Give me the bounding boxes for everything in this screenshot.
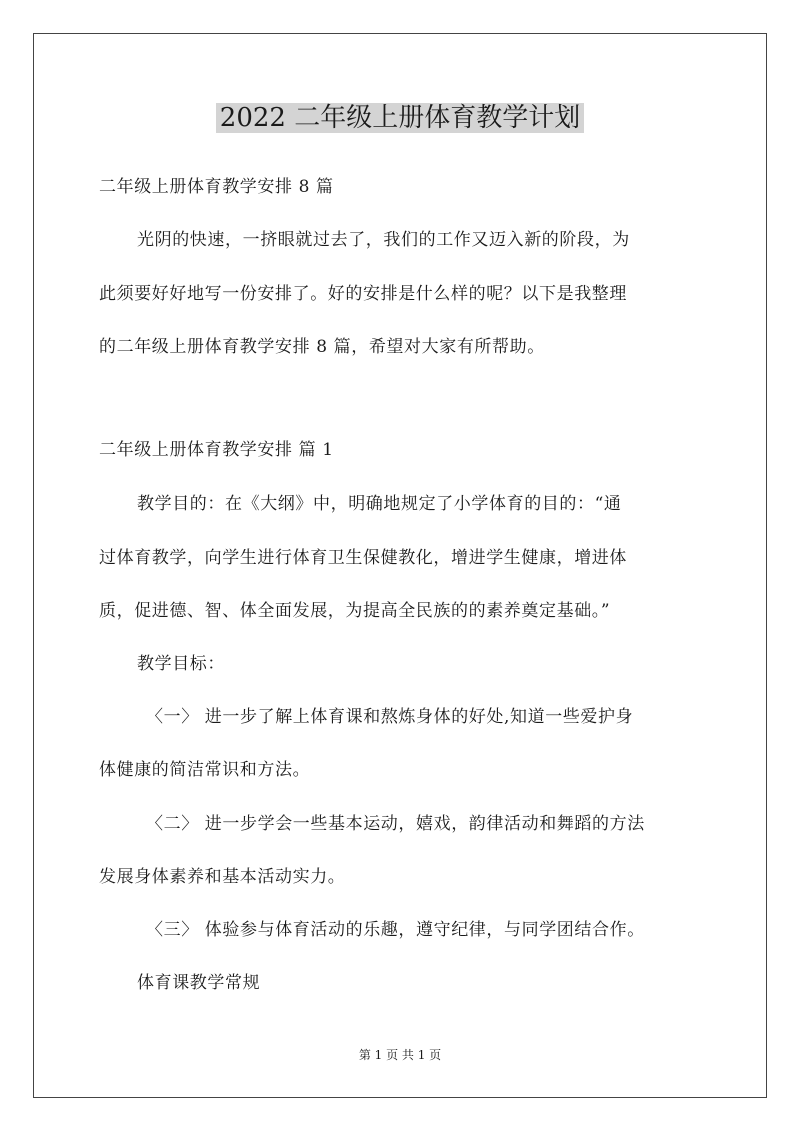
purpose-line: 教学目的：在《大纲》中，明确地规定了小学体育的目的：“通 — [137, 494, 622, 514]
page-footer: 第 1 页 共 1 页 — [358, 1048, 442, 1062]
goal-item: 〈二〉 进一步学会一些基本运动，嬉戏，韵律活动和舞蹈的方法 — [146, 814, 645, 834]
purpose-line: 过体育教学，向学生进行体育卫生保健教化，增进学生健康，增进体 — [99, 548, 627, 568]
goal-item: 体健康的简洁常识和方法。 — [99, 760, 311, 780]
goal-item: 〈三〉 体验参与体育活动的乐趣，遵守纪律，与同学团结合作。 — [146, 920, 645, 940]
page-title: 2022 二年级上册体育教学计划 — [0, 98, 800, 138]
goal-item: 发展身体素养和基本活动实力。 — [99, 867, 346, 887]
intro-line: 此须要好好地写一份安排了。好的安排是什么样的呢？以下是我整理 — [99, 284, 627, 304]
routine-label: 体育课教学常规 — [137, 973, 261, 993]
document-subtitle: 二年级上册体育教学安排 8 篇 — [99, 177, 334, 197]
goals-label: 教学目标： — [137, 654, 225, 674]
intro-line: 的二年级上册体育教学安排 8 篇，希望对大家有所帮助。 — [99, 337, 545, 357]
intro-line: 光阴的快速，一挤眼就过去了，我们的工作又迈入新的阶段，为 — [137, 230, 630, 250]
goal-item: 〈一〉 进一步了解上体育课和熬炼身体的好处,知道一些爱护身 — [146, 707, 634, 727]
section-heading: 二年级上册体育教学安排 篇 1 — [99, 440, 334, 460]
purpose-line: 质，促进德、智、体全面发展，为提高全民族的的素养奠定基础。” — [99, 601, 611, 621]
